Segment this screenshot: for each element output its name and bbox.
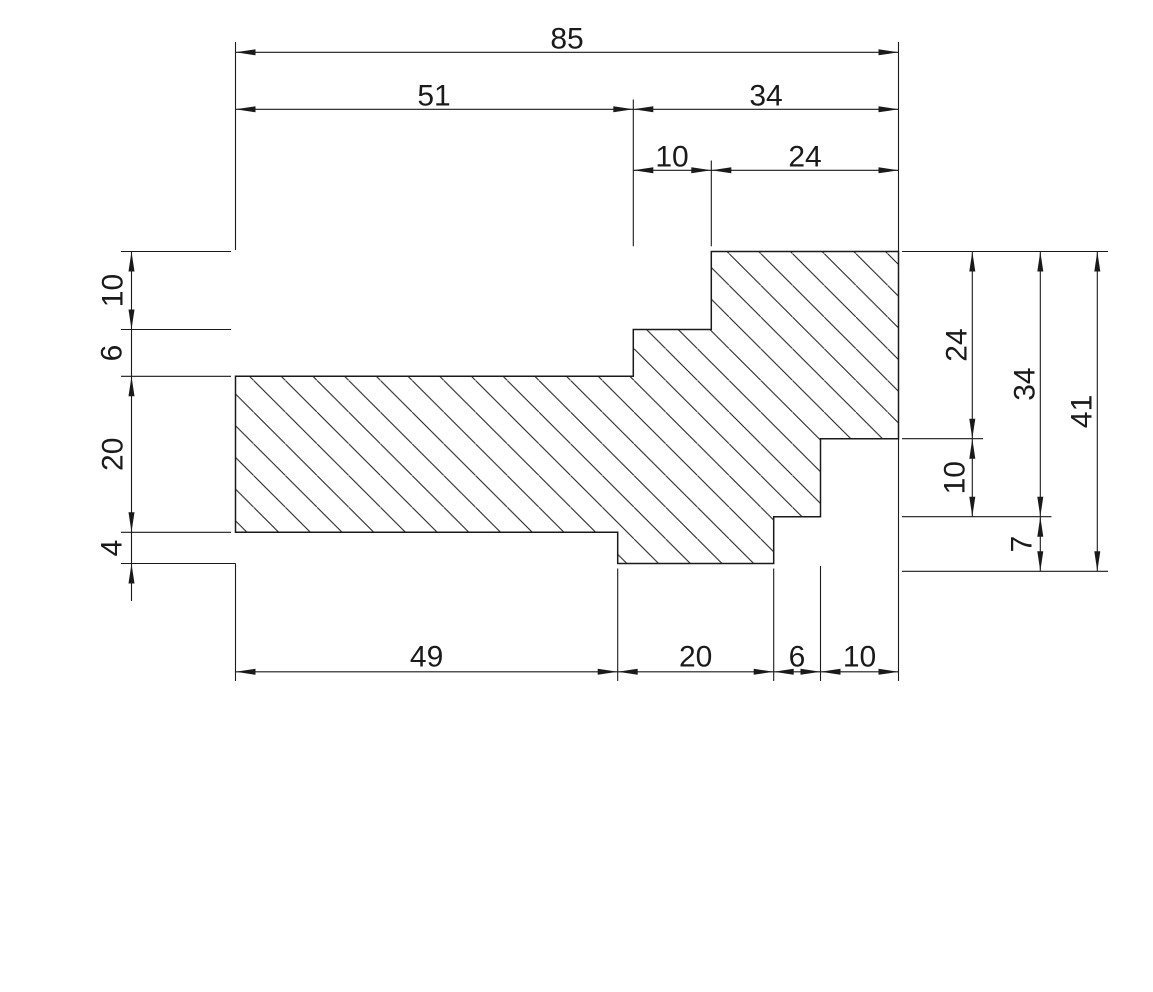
dimension-label: 49 (409, 640, 444, 674)
dimension-label: 20 (96, 437, 130, 471)
dimension-label: 85 (550, 22, 584, 56)
dimension-label: 10 (655, 140, 689, 174)
dimension-label: 7 (1005, 535, 1039, 553)
dimension-label: 10 (96, 273, 130, 308)
dimension-label: 6 (788, 640, 806, 674)
dimension-label: 24 (788, 140, 822, 174)
dimension-label: 51 (417, 79, 451, 113)
dimension-label: 10 (842, 640, 877, 674)
dimension-label: 6 (95, 344, 129, 362)
dimension-label: 4 (95, 539, 129, 557)
dimension-label: 41 (1065, 394, 1099, 429)
dimension-label: 24 (940, 328, 974, 362)
dimension-label: 10 (938, 461, 972, 495)
dimension-label: 34 (749, 79, 783, 113)
dimension-label: 20 (679, 640, 713, 674)
dimension-label: 34 (1008, 367, 1042, 401)
